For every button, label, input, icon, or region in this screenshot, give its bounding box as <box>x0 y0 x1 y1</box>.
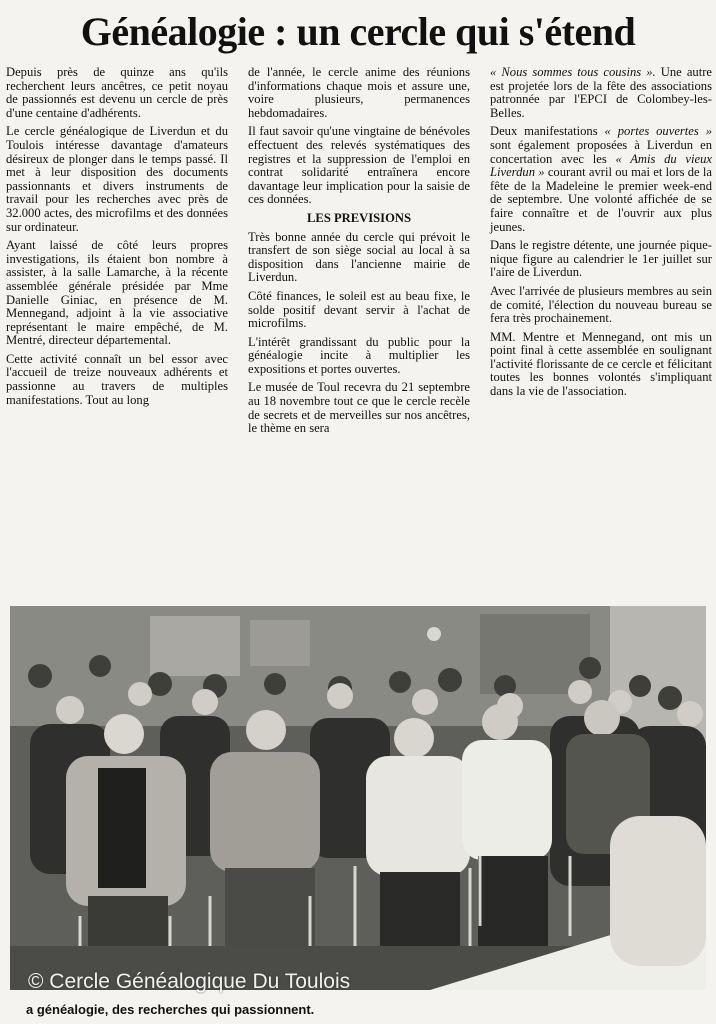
article-headline: Généalogie : un cercle qui s'étend <box>80 9 636 54</box>
section-subhead: LES PREVISIONS <box>307 210 411 225</box>
audience-photo <box>10 606 706 990</box>
paragraph: Cette activité connaît un bel essor avec l'accueil de treize nouveaux adhérents et passionne au travers de multiples manifestations. Tout au long <box>6 351 228 407</box>
quote: « portes ouvertes » <box>604 124 713 139</box>
paragraph: Côté finances, le soleil est au beau fixe, le solde positif devant servir à l'achat de microfilms. <box>248 288 470 331</box>
paragraph: Ayant laissé de côté leurs propres investigations, ils étaient bon nombre à assister, à la salle Lamarche, à la récente assemblée générale présidée par Mme Danielle Giniac, en présence de M. Mennegand, adjoint à la vie associative représentant le maire empêché, de M. Mentré, directeur départemental. <box>6 238 228 348</box>
column-1 <box>6 66 228 412</box>
paragraph: L'intérêt grandissant du public pour la généalogie incite à multiplier les expositions et portes ouvertes. <box>248 334 470 376</box>
paragraph: Très bonne année du cercle qui prévoit le transfert de son siège social au local à sa disposition dans l'ancienne mairie de Liverdun. <box>248 229 470 285</box>
paragraph: Le musée de Toul recevra du 21 septembre au 18 novembre tout ce que le cercle recèle de secrets et de merveilles sur nos ancêtres, le thème en sera <box>248 380 470 436</box>
copyright-watermark: © Cercle Généalogique Du Toulois <box>28 970 351 993</box>
paragraph <box>490 125 712 234</box>
quote: « Amis du vieux Liverdun » <box>490 151 712 180</box>
paragraph: Depuis près de quinze ans qu'ils recherchent leurs ancêtres, ce petit noyau de passionnés est devenu un cercle de près d'une centaine d'adhérents. <box>6 65 228 120</box>
paragraph: de l'année, le cercle anime des réunions d'informations chaque mois et assure une, voire plusieurs, permanences hebdomadaires. <box>248 65 470 120</box>
paragraph: Avec l'arrivée de plusieurs membres au sein de comité, l'élection du nouveau bureau se fera très prochainement. <box>490 283 712 326</box>
quote: « Nous sommes tous cousins ». <box>490 65 656 79</box>
paragraph <box>490 66 712 120</box>
text: Une autre est projetée lors de la fête des associations patronnée par l'EPCI de Colombey-les-Belles. <box>490 65 712 120</box>
text: sont également proposées à Liverdun en concertation avec les <box>490 137 712 166</box>
paragraph: MM. Mentre et Mennegand, ont mis un point final à cette assemblée en soulignant l'activité florissante de ce cercle et félicitant toutes les bonnes volontés s'impliquant dans la vie de l'association. <box>490 329 712 399</box>
text: Deux manifestations <box>490 124 605 139</box>
paragraph: Le cercle généalogique de Liverdun et du Toulois intéresse davantage d'amateurs désireux de plonger dans le temps passé. Il met à leur disposition des documents passionnants et divers instruments de travail pour les recherches avec près de 32.000 actes, des microfilms et des données sur ordinateur. <box>6 124 228 234</box>
column-2 <box>248 66 470 441</box>
paragraph: Dans le registre détente, une journée pique-nique figure au calendrier le 1er juillet sur l'aire de Liverdun. <box>490 238 712 280</box>
photo-caption: a généalogie, des recherches qui passionnent. <box>26 1002 315 1017</box>
photo-illustration <box>10 606 706 990</box>
paragraph: Il faut savoir qu'une vingtaine de bénévoles effectuent des relevés systématiques des registres et la suppression de l'emploi en contrat solidarité entraînera encore davantage leur implication pour la saisie de ces données. <box>248 124 470 207</box>
text: courant avril ou mai et lors de la fête de la Madeleine le premier week-end de septembre. Une volonté affichée de se faire connaître et de l'ouvrir aux plus jeunes. <box>490 165 712 234</box>
column-3 <box>490 66 712 404</box>
